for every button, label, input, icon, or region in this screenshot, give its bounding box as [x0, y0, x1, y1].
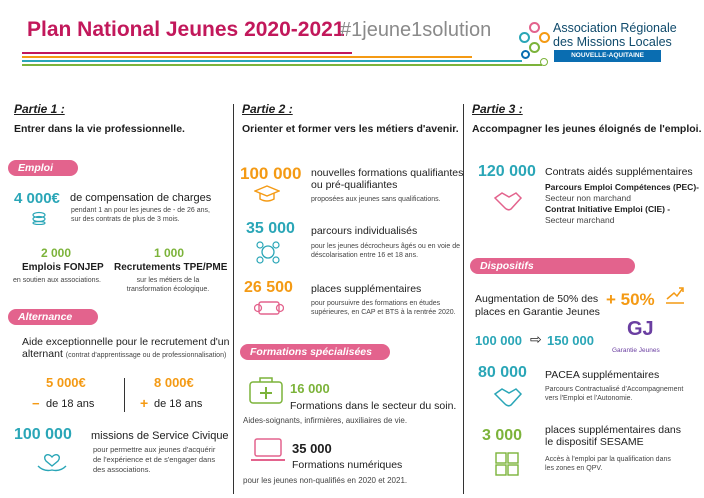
sesame-text: places supplémentaires dans le dispositif SESAME — [545, 424, 681, 448]
minus-icon: − — [32, 396, 40, 411]
civic-detail: pour permettre aux jeunes d'acquérir de l'expérience et de s'engager dans des associations. — [93, 445, 216, 474]
gj-from: 100 000 — [475, 333, 522, 348]
column-divider — [463, 104, 464, 494]
part3-title: Partie 3 : — [472, 102, 523, 116]
puzzle-icon — [493, 450, 521, 478]
contrats-text: Contrats aidés supplémentaires — [545, 166, 693, 178]
tpe-detail: sur les métiers de la transformation écologique. — [126, 277, 210, 293]
s1-num: 16 000 — [290, 381, 330, 396]
hashtag: #1jeune1solution — [340, 19, 492, 41]
comp-text: de compensation de charges — [70, 192, 212, 204]
alternance-text: Aide exceptionnelle pour le recrutement d'un alternant (contrat d'apprentissage ou de professionnalisation) — [22, 336, 230, 360]
handshake-icon — [493, 190, 523, 214]
people-network-icon — [256, 240, 280, 264]
garantie-jeunes-label: Garantie Jeunes — [612, 347, 660, 354]
graduation-cap-icon — [254, 184, 280, 204]
tpe-label: Recrutements TPE/PME — [114, 262, 228, 273]
dispositifs-tag: Dispositifs d'accompagnement — [470, 258, 635, 274]
civic-label: missions de Service Civique — [91, 430, 229, 442]
s2-text: Formations numériques — [292, 459, 403, 471]
sesame-num: 3 000 — [482, 427, 523, 444]
s2-detail: pour les jeunes non-qualifiés en 2020 et 2021. — [243, 476, 408, 485]
aid2-amount: 8 000€ — [154, 375, 194, 390]
s1-text: Formations dans le secteur du soin. — [290, 400, 457, 412]
emploi-tag: Emploi — [8, 160, 78, 176]
aid1-amount: 5 000€ — [46, 375, 86, 390]
formations-specialisees-tag: Formations spécialisées — [240, 344, 390, 360]
part1-subtitle: Entrer dans la vie professionnelle. — [14, 123, 185, 135]
aid1-age: de 18 ans — [46, 398, 95, 410]
garantie-jeunes-logo: GJ — [627, 318, 654, 340]
contrats-detail: Parcours Emploi Compétences (PEC)- Secteur non marchand Contrat Initiative Emploi (CIE) - Secteur marchand — [545, 182, 699, 225]
aid-divider — [124, 378, 125, 412]
org-logo-icon — [519, 22, 551, 62]
part2-subtitle: Orienter et former vers les métiers d'avenir. — [242, 123, 459, 135]
part1-title: Partie 1 : — [14, 102, 65, 116]
fonjep-detail: en soutien aux associations. — [13, 277, 101, 284]
f3-text: places supplémentaires — [311, 283, 422, 295]
gj-to: 150 000 — [547, 333, 594, 348]
column-divider — [233, 104, 234, 494]
f3-num: 26 500 — [244, 279, 293, 296]
part2-title: Partie 2 : — [242, 102, 293, 116]
handshake-icon — [493, 386, 523, 408]
fonjep-label: Emplois FONJEP — [22, 262, 104, 273]
part3-subtitle: Accompagner les jeunes éloignés de l'emploi. — [472, 123, 702, 135]
f1-detail: proposées aux jeunes sans qualifications. — [311, 196, 441, 203]
arrow-right-icon: ⇨ — [530, 331, 542, 347]
alternance-tag: Alternance — [8, 309, 98, 325]
pacea-text: PACEA supplémentaires — [545, 369, 660, 381]
contrats-num: 120 000 — [478, 163, 536, 180]
org-name: Association Régionale des Missions Locales — [553, 21, 677, 49]
growth-arrow-icon — [664, 283, 686, 305]
header-stripes — [22, 52, 542, 66]
aid2-age: de 18 ans — [154, 398, 203, 410]
coins-icon — [31, 211, 47, 225]
civic-num: 100 000 — [14, 426, 72, 443]
pacea-detail: Parcours Contractualisé d'Accompagnement vers l'Emploi et l'Autonomie. — [545, 386, 684, 402]
diploma-icon — [254, 299, 284, 317]
pacea-num: 80 000 — [478, 364, 527, 381]
hands-heart-icon — [36, 452, 68, 474]
f2-num: 35 000 — [246, 220, 295, 237]
page-title: Plan National Jeunes 2020-2021 — [27, 18, 345, 41]
plus-icon: + — [140, 395, 149, 411]
f2-text: parcours individualisés — [311, 225, 418, 237]
f1-num: 100 000 — [240, 164, 302, 183]
medical-kit-icon — [248, 375, 284, 405]
gj-text: Augmentation de 50% des places en Garantie Jeunes — [475, 293, 600, 318]
gj-percent: + 50% — [606, 290, 655, 309]
s1-detail: Aides-soignants, infirmières, auxiliaires de vie. — [243, 416, 408, 425]
f2-detail: pour les jeunes décrocheurs âgés ou en voie de déscolarisation entre 16 et 18 ans. — [311, 243, 461, 259]
fonjep-num: 2 000 — [41, 246, 72, 260]
comp-detail: pendant 1 an pour les jeunes de - de 26 ans, sur des contrats de plus de 3 mois. — [71, 207, 210, 223]
tpe-num: 1 000 — [154, 246, 185, 260]
sesame-detail: Accès à l'emploi par la qualification dans les zones en QPV. — [545, 456, 671, 472]
f1-text: nouvelles formations qualifiantes ou pré-qualifiantes — [311, 167, 464, 191]
comp-amount: 4 000€ — [14, 190, 60, 207]
org-region-badge: NOUVELLE-AQUITAINE — [554, 50, 661, 62]
f3-detail: pour poursuivre des formations en études supérieures, en CAP et BTS à la rentrée 2020. — [311, 300, 456, 316]
laptop-icon — [250, 437, 286, 463]
s2-num: 35 000 — [292, 441, 332, 456]
